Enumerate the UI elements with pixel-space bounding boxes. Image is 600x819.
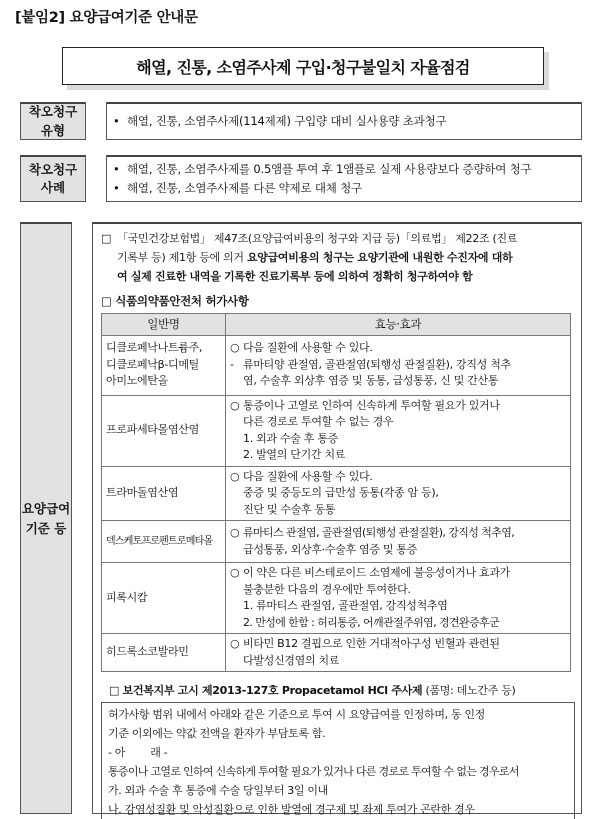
bullet-item: • 해열, 진통, 소염주사제를 0.5앰플 투여 후 1앰플로 실제 사용량보다 증량하여 청구 — [113, 160, 575, 179]
drug-name-line: 트라마돌염산염 — [106, 486, 179, 500]
notice-line: 기준 이외에는 약값 전액을 환자가 부담토록 함. — [108, 727, 326, 741]
label-line: 기준 등 — [25, 520, 67, 536]
circle-bullet-icon: ○ — [230, 341, 240, 355]
label-line: 착오청구 — [28, 104, 78, 120]
notice-line: - 아 래 - — [108, 746, 168, 760]
effect-line — [230, 469, 566, 486]
dash-bullet-icon: - — [230, 357, 234, 371]
table-row — [102, 335, 571, 395]
circle-bullet-icon: ○ — [230, 526, 240, 540]
drug-name-line: 디클로페낙β-디메틸 — [106, 357, 199, 371]
effect-text: 류마티양 관절염, 골관절염(퇴행성 관절질환), 강직성 척추 — [243, 357, 511, 371]
drug-effect — [226, 521, 571, 563]
effect-text: 불충분한 다음의 경우에만 투여한다. — [243, 582, 411, 596]
label-line: 요양급여 — [21, 500, 71, 516]
effect-text: 중증 및 중등도의 급만성 동통(각종 암 등), — [243, 486, 439, 500]
error-type-content — [106, 102, 582, 140]
drug-effect — [226, 466, 571, 521]
label-line: 유형 — [40, 122, 66, 138]
drug-effect — [226, 563, 571, 634]
effect-text: 비타민 B12 결핍으로 인한 거대적아구성 빈혈과 관련된 — [243, 637, 500, 651]
law-line: 「국민건강보험법」 제47조(요양급여비용의 청구와 지급 등)「의료법」 제22조 (진료 — [117, 232, 518, 245]
drug-effect — [226, 335, 571, 395]
drug-name-line: 디클로페낙나트륨주, — [106, 341, 203, 355]
law-paragraph — [101, 230, 575, 287]
table-row — [102, 563, 571, 634]
bullet-item: • 해열, 진통, 소염주사제를 다른 약제로 대체 청구 — [113, 179, 575, 198]
table-row — [102, 466, 571, 521]
drug-name — [102, 466, 226, 521]
effect-text: 다음 질환에 사용할 수 있다. — [243, 341, 373, 355]
criteria-content — [92, 222, 582, 814]
drug-name — [102, 395, 226, 466]
bullet-text: 해열, 진통, 소염주사제를 0.5앰플 투여 후 1앰플로 실제 사용량보다 증량하여 청구 — [127, 162, 532, 177]
notice-line: 허가사항 범위 내에서 아래와 같은 기준으로 투여 시 요양급여를 인정하며, 동 인정 — [108, 708, 485, 722]
effect-line — [230, 525, 566, 542]
drug-effect — [226, 634, 571, 672]
document-title: 해열, 진통, 소염주사제 구입·청구불일치 자율점검 — [62, 47, 544, 85]
effect-text: 이 약은 다른 비스테로이드 소염제에 불응성이거나 효과가 — [243, 566, 511, 580]
effect-text: 1. 류마티스 관절염, 골관절염, 강직성척추염 — [243, 599, 448, 613]
effect-indent — [230, 373, 243, 390]
drug-name-line: 프로파세타몰염산염 — [106, 423, 199, 437]
error-type-row — [20, 102, 582, 140]
effect-text: 2. 만성에 한함 : 허리통증, 어깨관절주위염, 경견완증후군 — [243, 615, 500, 629]
bullet-text: 해열, 진통, 소염주사제를 다른 약제로 대체 청구 — [127, 181, 362, 195]
effect-text: 급성통풍, 외상후·수술후 염증 및 통증 — [243, 542, 418, 556]
circle-bullet-icon: ○ — [230, 469, 240, 483]
effect-line — [230, 565, 566, 582]
mohw-notice-title — [101, 682, 575, 698]
drug-name-line: 히드록소코발라민 — [106, 645, 189, 659]
effect-text: 다발성신경염의 치료 — [243, 653, 340, 667]
drug-name — [102, 335, 226, 395]
effect-text: 2. 발열의 단기간 치료 — [243, 448, 346, 462]
effect-text: 다른 경로로 투여할 수 없는 경우 — [243, 415, 394, 429]
table-row — [102, 395, 571, 466]
effect-line — [230, 373, 566, 390]
drug-name — [102, 521, 226, 563]
notice-title-suffix: (품명: 데노간주 등) — [422, 684, 516, 698]
document-header: [붙임2] 요양급여기준 안내문 — [15, 10, 198, 26]
error-examples-label — [20, 155, 86, 202]
bullet-text: 해열, 진통, 소염주사제(114제제) 구입량 대비 실사용량 초과청구 — [127, 114, 447, 129]
drug-name — [102, 634, 226, 672]
table-header-row — [102, 313, 571, 335]
label-line: 착오청구 — [28, 161, 78, 177]
law-text: 기록부 등) 제1항 등에 의거 — [117, 250, 247, 264]
effect-line — [230, 398, 566, 415]
law-line — [117, 249, 517, 268]
law-emphasis: 요양급여비용의 청구는 요양기관에 내원한 수진자에 대하 — [246, 250, 513, 264]
circle-bullet-icon: ○ — [230, 637, 240, 651]
label-line: 사례 — [40, 180, 66, 195]
law-line — [117, 268, 517, 287]
effect-text: 다음 질환에 사용할 수 있다. — [243, 469, 373, 483]
effect-line — [230, 357, 566, 374]
drug-name-line: 덱스케토프로펜트로메타몰 — [106, 536, 213, 548]
drug-name-line: 피록시캄 — [106, 590, 148, 604]
error-examples-row — [20, 155, 582, 202]
drug-effect — [226, 395, 571, 466]
effect-line — [230, 636, 566, 653]
error-examples-content — [106, 155, 582, 202]
table-row — [102, 521, 571, 563]
criteria-row — [20, 222, 582, 814]
effect-text: 1. 외과 수술 후 통증 — [243, 431, 338, 445]
column-header-effect: 효능·효과 — [226, 313, 571, 335]
notice-criteria-box — [101, 702, 575, 819]
effect-line — [230, 340, 566, 357]
circle-bullet-icon: ○ — [230, 566, 240, 580]
drug-name — [102, 563, 226, 634]
error-type-label — [20, 102, 86, 140]
criteria-label — [20, 222, 72, 814]
mfds-approval-table — [101, 313, 571, 673]
effect-text: 류마티스 관절염, 골관절염(퇴행성 관절질환), 강직성 척추염, — [243, 526, 515, 540]
notice-line: 통증이나 고열로 인하여 신속하게 투여할 필요가 있거나 다른 경로로 투여할 수 없는 경우로서 — [108, 764, 519, 778]
effect-text: 통증이나 고열로 인하여 신속하게 투여할 필요가 있거나 — [243, 398, 500, 412]
notice-line: 나. 감염성질환 및 악성질환으로 인한 발열에 경구제 및 좌제 투여가 곤란한 경우 — [108, 802, 475, 816]
law-emphasis: 여 실제 진료한 내역을 기록한 진료기록부 등에 의하여 정확히 청구하여야 함 — [117, 269, 473, 283]
circle-bullet-icon: ○ — [230, 398, 240, 412]
mfds-section-title: □ 식품의약품안전처 허가사항 — [101, 293, 249, 308]
effect-text: 염, 수술후 외상후 염증 및 동통, 급성통풍, 신 및 간산통 — [243, 374, 499, 388]
checkbox-square-icon: □ — [101, 232, 112, 245]
table-row — [102, 634, 571, 672]
bullet-item: • 해열, 진통, 소염주사제(114제제) 구입량 대비 실사용량 초과청구 — [113, 112, 575, 131]
notice-title-text: □ 보건복지부 고시 제2013-127호 Propacetamol HCl 주사제 — [109, 684, 423, 698]
notice-line: 가. 외과 수술 후 통증에 수술 당일부터 3일 이내 — [108, 783, 328, 797]
column-header-name: 일반명 — [102, 313, 226, 335]
drug-name-line: 아미노에탄올 — [106, 374, 168, 388]
effect-text: 진단 및 수술후 동통 — [243, 502, 336, 516]
